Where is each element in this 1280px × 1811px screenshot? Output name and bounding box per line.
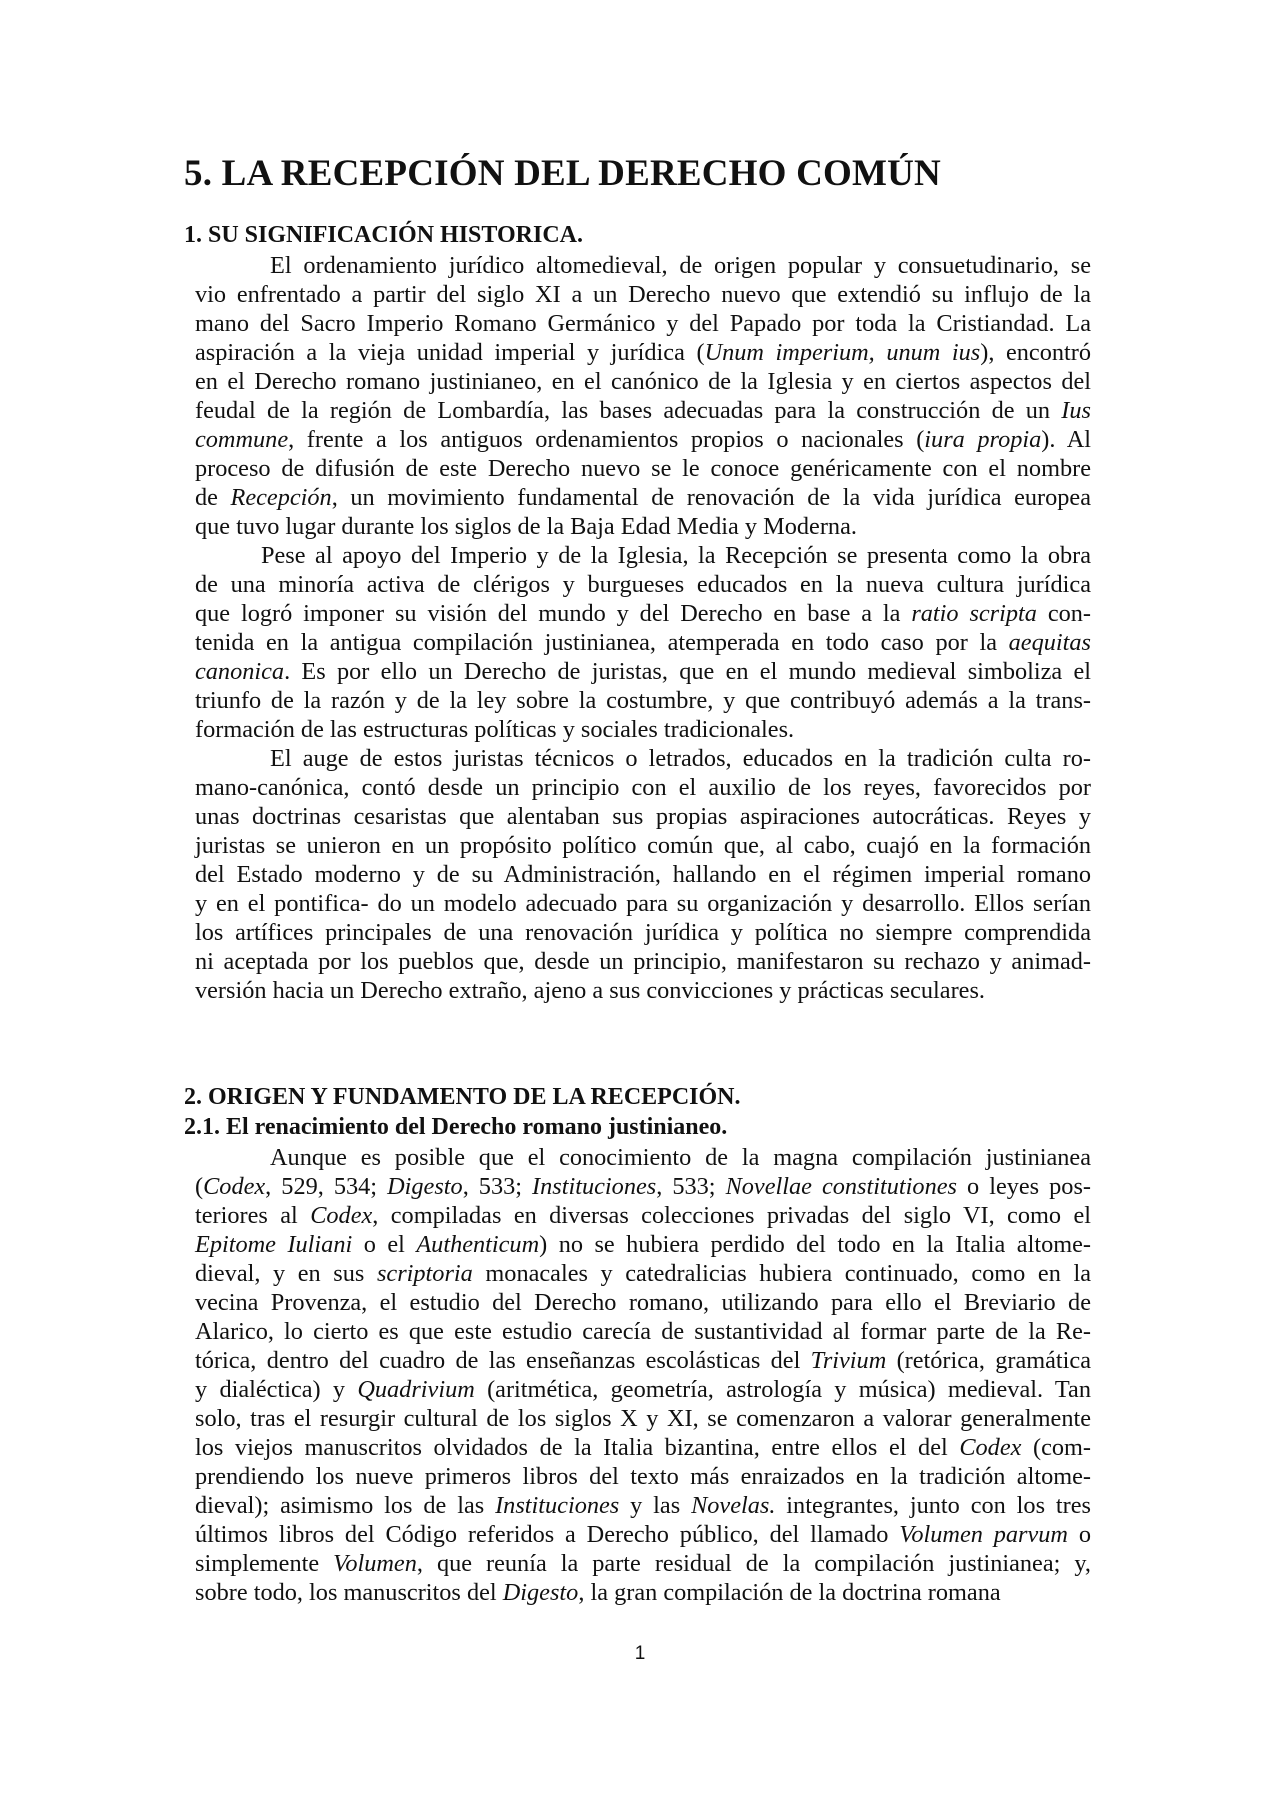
text-run: unas doctrinas cesaristas que alentaban sus propias aspiraciones autocráticas. Reyes y <box>195 803 1091 830</box>
text-run: dieval, y en sus <box>195 1260 377 1287</box>
text-run: ni aceptada por los pueblos que, desde un principio, manifestaron su rechazo y animad- <box>195 948 1091 975</box>
text-line <box>195 483 1091 512</box>
italic-run: Instituciones <box>532 1173 657 1200</box>
italic-run: Novellae constitutiones <box>725 1173 957 1200</box>
text-line <box>195 338 1091 367</box>
text-run: que tuvo lugar durante los siglos de la Baja Edad Media y Moderna. <box>195 513 857 540</box>
section-heading-2: 2. ORIGEN Y FUNDAMENTO DE LA RECEPCIÓN. <box>184 1084 741 1110</box>
text-run: integrantes, junto con los tres <box>775 1492 1091 1519</box>
text-line <box>195 1375 1091 1404</box>
text-line <box>195 1346 1091 1375</box>
text-run: en el Derecho romano justinianeo, en el canónico de la Iglesia y en ciertos aspectos del <box>195 368 1091 395</box>
italic-run: canonica <box>195 658 285 685</box>
text-run: versión hacia un Derecho extraño, ajeno a sus convicciones y prácticas seculares. <box>195 977 985 1004</box>
text-run: El ordenamiento jurídico altomedieval, de origen popular y consuetudinario, se <box>270 252 1091 279</box>
text-run: , 533; <box>656 1173 726 1200</box>
section-heading-1: 1. SU SIGNIFICACIÓN HISTORICA. <box>184 222 583 248</box>
text-run: monacales y catedralicias hubiera continuado, como en la <box>472 1260 1091 1287</box>
text-line <box>195 802 1091 831</box>
text-run: , 529, 534; <box>265 1173 388 1200</box>
text-line <box>195 657 1091 686</box>
text-run: Aunque es posible que el conocimiento de la magna compilación justinianea <box>270 1144 1091 1171</box>
text-line <box>195 976 1091 1005</box>
text-line <box>195 367 1091 396</box>
italic-run: Trivium <box>810 1347 887 1374</box>
text-line <box>195 1491 1091 1520</box>
italic-run: Ius <box>1061 397 1091 424</box>
text-line <box>195 1578 1091 1607</box>
text-line <box>195 715 1091 744</box>
text-run: ) no se hubiera perdido del todo en la Italia altome- <box>539 1231 1091 1258</box>
italic-run: Unum imperium, unum ius <box>704 339 981 366</box>
text-line <box>261 541 1091 570</box>
italic-run: Digesto <box>387 1173 463 1200</box>
text-line <box>195 773 1091 802</box>
text-run: ), encontró <box>980 339 1091 366</box>
text-run: o leyes pos- <box>956 1173 1091 1200</box>
text-line <box>195 1317 1091 1346</box>
text-line <box>195 831 1091 860</box>
text-run: tórica, dentro del cuadro de las enseñanzas escolásticas del <box>195 1347 811 1374</box>
text-run: y las <box>619 1492 692 1519</box>
text-run: El auge de estos juristas técnicos o letrados, educados en la tradición culta ro- <box>270 745 1091 772</box>
text-line <box>195 1259 1091 1288</box>
italic-run: Quadrivium <box>357 1376 475 1403</box>
text-line <box>195 512 1091 541</box>
text-line <box>195 599 1091 628</box>
italic-run: Volumen <box>333 1550 417 1577</box>
text-run: proceso de difusión de este Derecho nuevo se le conoce genéricamente con el nombre <box>195 455 1091 482</box>
text-line <box>195 947 1091 976</box>
text-run: de una minoría activa de clérigos y burgueses educados en la nueva cultura jurídica <box>195 571 1091 598</box>
italic-run: iura propia <box>924 426 1042 453</box>
text-line <box>195 454 1091 483</box>
text-run: solo, tras el resurgir cultural de los siglos X y XI, se comenzaron a valorar generalmente <box>195 1405 1091 1432</box>
text-line <box>195 1201 1091 1230</box>
italic-run: ratio scripta <box>911 600 1037 627</box>
italic-run: aequitas <box>1008 629 1091 656</box>
text-run: mano del Sacro Imperio Romano Germánico y del Papado por toda la Cristiandad. La <box>195 310 1091 337</box>
text-run: formación de las estructuras políticas y sociales tradicionales. <box>195 716 795 743</box>
text-run: o el <box>352 1231 417 1258</box>
italic-run: scriptoria <box>376 1260 473 1287</box>
text-run: teriores al <box>195 1202 311 1229</box>
italic-run: commune <box>195 426 289 453</box>
text-line <box>270 744 1091 773</box>
text-run: . Es por ello un Derecho de juristas, que en el mundo medieval simboliza el <box>284 658 1091 685</box>
text-run: con- <box>1036 600 1091 627</box>
text-run: triunfo de la razón y de la ley sobre la costumbre, y que contribuyó además a la trans- <box>195 687 1091 714</box>
text-run: ). Al <box>1041 426 1092 453</box>
text-line <box>195 425 1091 454</box>
italic-run: Digesto <box>502 1579 579 1606</box>
italic-run: Novelas. <box>691 1492 776 1519</box>
italic-run: Instituciones <box>495 1492 620 1519</box>
text-run: los viejos manuscritos olvidados de la Italia bizantina, entre ellos el del <box>195 1434 960 1461</box>
text-run: mano-canónica, contó desde un principio con el auxilio de los reyes, favorecidos por <box>195 774 1091 801</box>
italic-run: Codex <box>959 1434 1022 1461</box>
italic-run: Codex <box>203 1173 266 1200</box>
text-run: y en el pontifica- do un modelo adecuado para su organización y desarrollo. Ellos serían <box>195 890 1091 917</box>
text-run: feudal de la región de Lombardía, las bases adecuadas para la construcción de un <box>195 397 1062 424</box>
text-run: , 533; <box>462 1173 533 1200</box>
text-run: del Estado moderno y de su Administración, hallando en el régimen imperial romano <box>195 861 1091 888</box>
text-run: Pese al apoyo del Imperio y de la Iglesia, la Recepción se presenta como la obra <box>261 542 1091 569</box>
text-run: que logró imponer su visión del mundo y del Derecho en base a la <box>195 600 912 627</box>
chapter-title: 5. LA RECEPCIÓN DEL DERECHO COMÚN <box>184 153 941 194</box>
text-line <box>270 1143 1091 1172</box>
page-number: 1 <box>634 1643 646 1664</box>
text-run: los artífices principales de una renovación jurídica y política no siempre comprendida <box>195 919 1091 946</box>
text-run: ( <box>195 1173 204 1200</box>
text-line <box>195 918 1091 947</box>
text-run: , la gran compilación de la doctrina romana <box>578 1579 1001 1606</box>
text-run: y dialéctica) y <box>195 1376 358 1403</box>
italic-run: Codex <box>310 1202 373 1229</box>
italic-run: Authenticum <box>416 1231 540 1258</box>
text-run: , compiladas en diversas colecciones privadas del siglo VI, como el <box>372 1202 1091 1229</box>
text-run: o <box>1067 1521 1091 1548</box>
italic-run: Volumen parvum <box>899 1521 1068 1548</box>
text-run: de <box>195 484 231 511</box>
subsection-heading-2-1: 2.1. El renacimiento del Derecho romano justinianeo. <box>184 1114 728 1140</box>
text-line <box>195 1433 1091 1462</box>
text-line <box>195 1172 1091 1201</box>
text-run: aspiración a la vieja unidad imperial y jurídica ( <box>195 339 705 366</box>
text-line <box>195 1462 1091 1491</box>
text-run: vio enfrentado a partir del siglo XI a un Derecho nuevo que extendió su influjo de la <box>195 281 1091 308</box>
italic-run: Epitome Iuliani <box>195 1231 353 1258</box>
text-run: últimos libros del Código referidos a Derecho público, del llamado <box>195 1521 900 1548</box>
text-line <box>195 860 1091 889</box>
text-line <box>195 570 1091 599</box>
text-run: , frente a los antiguos ordenamientos propios o nacionales ( <box>288 426 925 453</box>
text-line <box>195 889 1091 918</box>
text-run: juristas se unieron en un propósito político común que, al cabo, cuajó en la formación <box>195 832 1091 859</box>
text-line <box>195 686 1091 715</box>
text-line <box>195 1288 1091 1317</box>
text-run: , un movimiento fundamental de renovación de la vida jurídica europea <box>331 484 1091 511</box>
text-line <box>195 396 1091 425</box>
text-line <box>195 628 1091 657</box>
text-line <box>270 251 1091 280</box>
text-run: dieval); asimismo los de las <box>195 1492 496 1519</box>
text-run: simplemente <box>195 1550 334 1577</box>
text-run: (retórica, gramática <box>886 1347 1092 1374</box>
text-run: sobre todo, los manuscritos del <box>195 1579 503 1606</box>
text-line <box>195 1230 1091 1259</box>
text-line <box>195 1549 1091 1578</box>
text-run: tenida en la antigua compilación justinianea, atemperada en todo caso por la <box>195 629 1009 656</box>
text-run: prendiendo los nueve primeros libros del texto más enraizados en la tradición altome- <box>195 1463 1091 1490</box>
text-line <box>195 1404 1091 1433</box>
text-line <box>195 309 1091 338</box>
text-run: vecina Provenza, el estudio del Derecho romano, utilizando para ello el Breviario de <box>195 1289 1091 1316</box>
text-run: Alarico, lo cierto es que este estudio carecía de sustantividad al formar parte de la Re- <box>195 1318 1091 1345</box>
text-line <box>195 1520 1091 1549</box>
text-run: , que reunía la parte residual de la compilación justinianea; y, <box>416 1550 1092 1577</box>
text-line <box>195 280 1091 309</box>
text-run: (com- <box>1021 1434 1091 1461</box>
text-run: (aritmética, geometría, astrología y música) medieval. Tan <box>474 1376 1091 1403</box>
italic-run: Recepción <box>230 484 332 511</box>
